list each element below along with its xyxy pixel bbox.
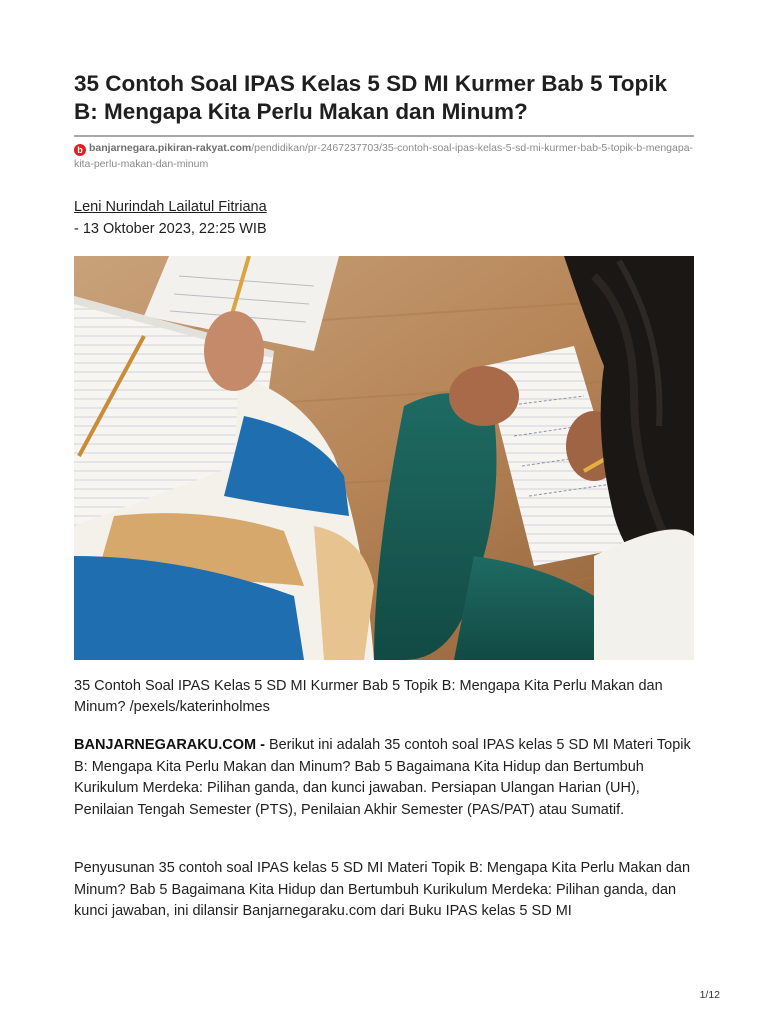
source-path[interactable]: /pendidikan/pr-2467237703/35-contoh-soal-ipas-kelas-5-sd-mi-kurmer-bab-5-topik-b-mengapa-kita-perlu-makan-dan-minum (74, 142, 694, 170)
author-link[interactable]: Leni Nurindah Lailatul Fitriana (74, 199, 267, 215)
paragraph-intro (74, 735, 694, 821)
pikiran-rakyat-logo-icon: b (74, 144, 86, 156)
source-url[interactable] (74, 141, 694, 172)
image-caption: 35 Contoh Soal IPAS Kelas 5 SD MI Kurmer Bab 5 Topik B: Mengapa Kita Perlu Makan dan Minum? /pexels/katerinholmes (74, 678, 663, 715)
article-photo (74, 256, 694, 660)
paragraph-intro-body: Berikut ini adalah 35 contoh soal IPAS kelas 5 SD MI Materi Topik B: Mengapa Kita Perlu Makan dan Minum? Bab 5 Bagaimana Kita Hidup dan Bertumbuh Kurikulum Merdeka: Pilihan ganda, dan kunci jawaban. Persiapan Ulangan Harian (UH), Penilaian Tengah Semester (PTS), Penilaian Akhir Semester (PAS/PAT) atau Sumatif. (74, 737, 691, 818)
title-divider (74, 135, 694, 137)
paragraph-lead: BANJARNEGARAKU.COM - (74, 737, 265, 753)
article-title: 35 Contoh Soal IPAS Kelas 5 SD MI Kurmer Bab 5 Topik B: Mengapa Kita Perlu Makan dan Minum? (74, 71, 668, 124)
paragraph-second: Penyusunan 35 contoh soal IPAS kelas 5 SD MI Materi Topik B: Mengapa Kita Perlu Makan dan Minum? Bab 5 Bagaimana Kita Hidup dan Bertumbuh Kurikulum Merdeka: Pilihan ganda, dan kunci jawaban, ini dilansir Banjarnegaraku.com dari Buku IPAS kelas 5 SD MI (74, 860, 691, 920)
publish-date: - 13 Oktober 2023, 22:25 WIB (74, 221, 267, 237)
page-number: 1/12 (699, 989, 720, 1001)
source-domain[interactable]: banjarnegara.pikiran-rakyat.com (89, 142, 252, 154)
